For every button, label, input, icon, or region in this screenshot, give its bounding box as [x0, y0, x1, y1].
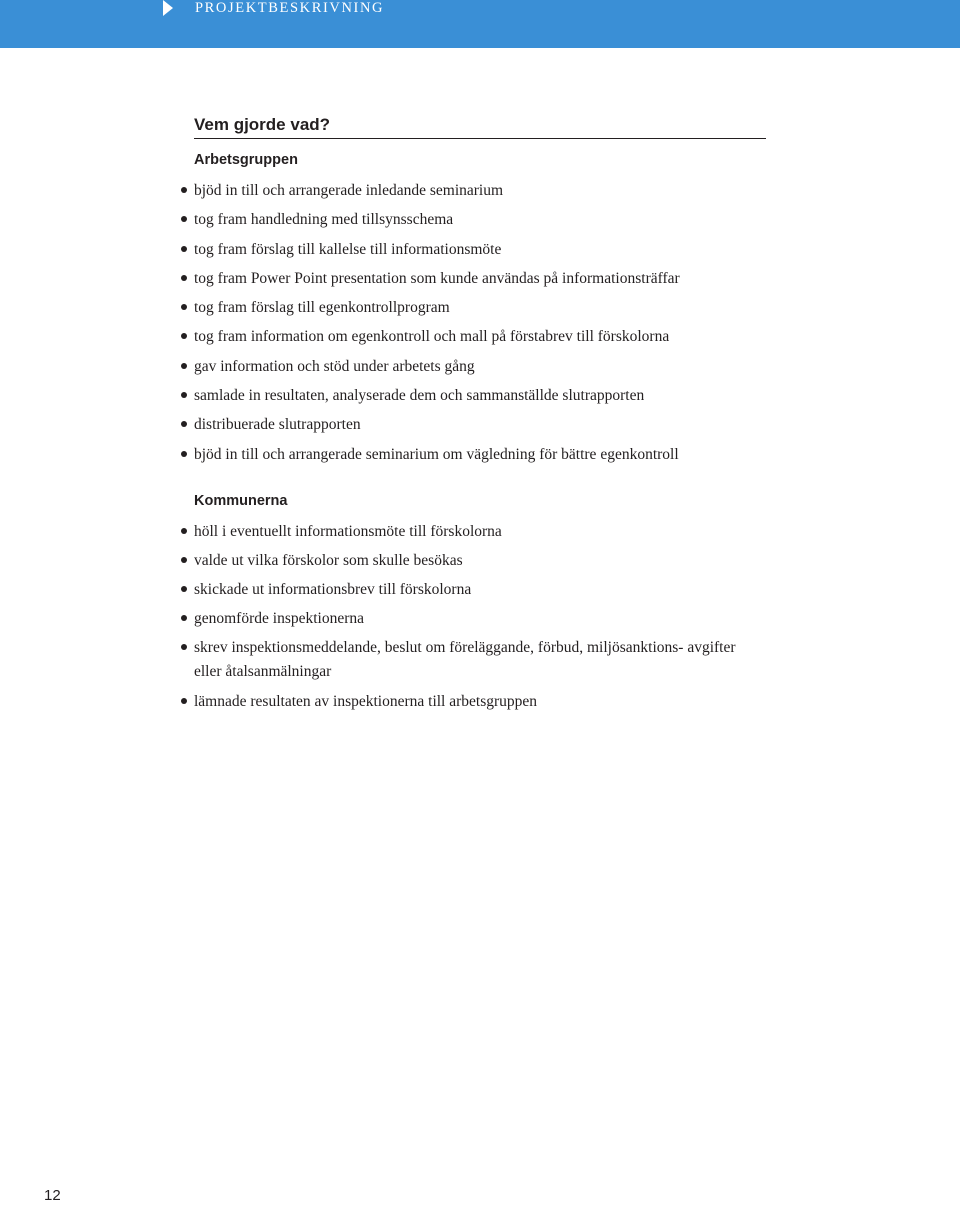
list-item [194, 690, 766, 714]
list-item [194, 578, 766, 602]
group-heading-arbetsgruppen: Arbetsgruppen [194, 152, 298, 168]
bullet-icon [181, 363, 187, 369]
list-item-text: tog fram förslag till kallelse till informationsmöte [194, 240, 502, 258]
bullet-icon [181, 187, 187, 193]
list-item [194, 208, 766, 232]
header-title: PROJEKTBESKRIVNING [195, 0, 385, 16]
list-item-text: tog fram handledning med tillsynsschema [194, 211, 454, 229]
list-item [194, 520, 766, 544]
bullet-icon [181, 246, 187, 252]
bullet-icon [181, 304, 187, 310]
list-item [194, 355, 766, 379]
list-item-text: tog fram Power Point presentation som kunde användas på informationsträffar [194, 269, 680, 287]
list-item [194, 636, 766, 684]
list-item-text: samlade in resultaten, analyserade dem och sammanställde slutrapporten [194, 387, 645, 405]
list-item-text: skrev inspektionsmeddelande, beslut om föreläggande, förbud, miljösanktions- avgifter eller åtalsanmälningar [194, 639, 736, 681]
bullet-icon [181, 421, 187, 427]
header-band [0, 0, 960, 48]
bullet-icon [181, 451, 187, 457]
list-item [194, 267, 766, 291]
list-item [194, 325, 766, 349]
page-number: 12 [44, 1187, 61, 1204]
list-item [194, 179, 766, 203]
bullet-list-kommunerna [194, 520, 766, 714]
list-item-text: bjöd in till och arrangerade seminarium om vägledning för bättre egenkontroll [194, 445, 679, 463]
list-item [194, 549, 766, 573]
bullet-icon [181, 698, 187, 704]
section-title: Vem gjorde vad? [194, 112, 766, 139]
list-item-text: bjöd in till och arrangerade inledande seminarium [194, 182, 504, 199]
list-item-text: lämnade resultaten av inspektionerna till arbetsgruppen [194, 692, 538, 710]
list-item [194, 384, 766, 408]
list-item-text: valde ut vilka förskolor som skulle besökas [194, 551, 463, 569]
list-item-text: genomförde inspektionerna [194, 610, 365, 628]
bullet-icon [181, 528, 187, 534]
list-item [194, 296, 766, 320]
list-item [194, 443, 766, 467]
bullet-icon [181, 557, 187, 563]
list-item-text: höll i eventuellt informationsmöte till förskolorna [194, 522, 502, 540]
list-item [194, 607, 766, 631]
list-item [194, 413, 766, 437]
list-item-text: tog fram förslag till egenkontrollprogram [194, 299, 450, 317]
bullet-icon [181, 615, 187, 621]
bullet-icon [181, 586, 187, 592]
bullet-icon [181, 333, 187, 339]
group-heading-kommunerna: Kommunerna [194, 492, 288, 509]
bullet-icon [181, 275, 187, 281]
bullet-list-arbetsgruppen [194, 179, 766, 467]
list-item-text: gav information och stöd under arbetets gång [194, 357, 475, 375]
list-item [194, 238, 766, 262]
bullet-icon [181, 392, 187, 398]
triangle-right-icon [163, 0, 173, 16]
list-item-text: distribuerade slutrapporten [194, 416, 361, 434]
bullet-icon [181, 644, 187, 650]
main-content [194, 112, 766, 719]
list-item-text: tog fram information om egenkontroll och mall på förstabrev till förskolorna [194, 328, 670, 346]
list-item-text: skickade ut informationsbrev till förskolorna [194, 581, 472, 599]
bullet-icon [181, 216, 187, 222]
